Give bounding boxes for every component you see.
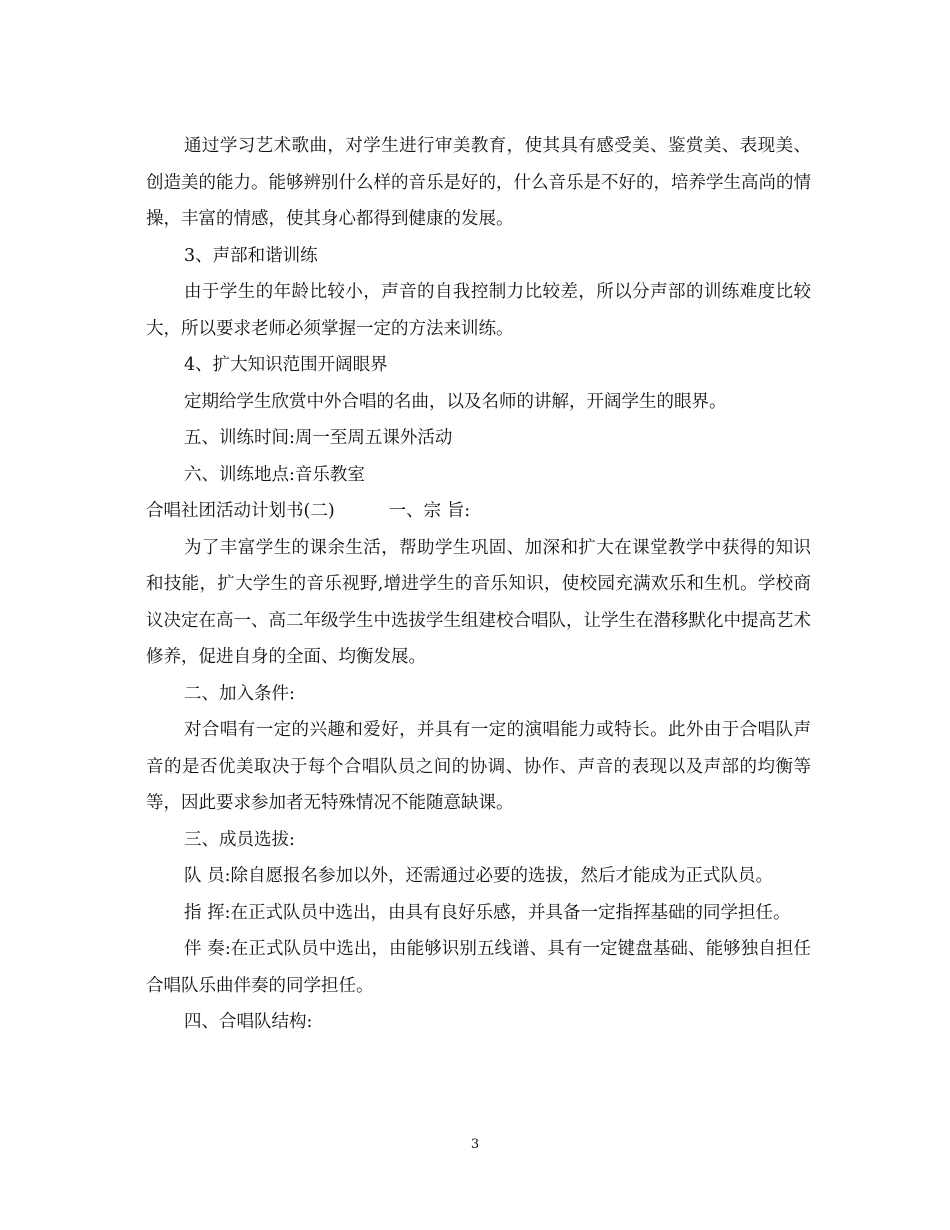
- heading-purpose: 一、宗 旨:: [388, 501, 471, 521]
- heading-voice-harmony: 3、声部和谐训练: [184, 245, 318, 266]
- heading-broaden-knowledge: 4、扩大知识范围开阔眼界: [184, 355, 388, 375]
- heading-join-conditions: 二、加入条件:: [184, 683, 295, 704]
- paragraph-accompanist: 伴 奏:在正式队员中选出，由能够识别五线谱、具有一定键盘基础、能够独自担任合唱队乐曲伴奏的同学担任。: [146, 939, 811, 996]
- heading-training-time: 五、训练时间:周一至周五课外活动: [184, 428, 453, 448]
- document-body: [146, 128, 811, 1041]
- paragraph-join-conditions: 对合唱有一定的兴趣和爱好，并具有一定的演唱能力或特长。此外由于合唱队声音的是否优美取决于每个合唱队员之间的协调、协作、声音的表现以及声部的均衡等等，因此要求参加者无特殊情况不能随意缺课。: [146, 720, 811, 813]
- heading-member-selection: 三、成员选拔:: [184, 829, 295, 850]
- paragraph-aesthetic-education: 通过学习艺术歌曲，对学生进行审美教育，使其具有感受美、鉴赏美、表现美、创造美的能力。能够辨别什么样的音乐是好的，什么音乐是不好的，培养学生高尚的情操，丰富的情感，使其身心都得到健康的发展。: [146, 136, 811, 229]
- heading-choir-structure: 四、合唱队结构:: [184, 1012, 313, 1032]
- page-number: 3: [470, 1137, 480, 1152]
- paragraph-broaden-knowledge: 定期给学生欣赏中外合唱的名曲，以及名师的讲解，开阔学生的眼界。: [184, 391, 727, 412]
- paragraph-purpose: 为了丰富学生的课余生活，帮助学生巩固、加深和扩大在课堂教学中获得的知识和技能，扩大学生的音乐视野,增进学生的音乐知识，使校园充满欢乐和生机。学校商议决定在高一、高二年级学生中选拔学生组建校合唱队，让学生在潜移默化中提高艺术修养，促进自身的全面、均衡发展。: [146, 537, 811, 667]
- section-title: 合唱社团活动计划书(二): [146, 501, 335, 521]
- heading-training-location: 六、训练地点:音乐教室: [184, 464, 365, 485]
- section-title-line: [146, 493, 811, 530]
- paragraph-members: 队 员:除自愿报名参加以外，还需通过必要的选拔，然后才能成为正式队员。: [184, 866, 773, 886]
- paragraph-voice-harmony: 由于学生的年龄比较小，声音的自我控制力比较差，所以分声部的训练难度比较大，所以要求老师必须掌握一定的方法来训练。: [146, 282, 811, 339]
- paragraph-conductor: 指 挥:在正式队员中选出，由具有良好乐感，并具备一定指挥基础的同学担任。: [184, 902, 791, 923]
